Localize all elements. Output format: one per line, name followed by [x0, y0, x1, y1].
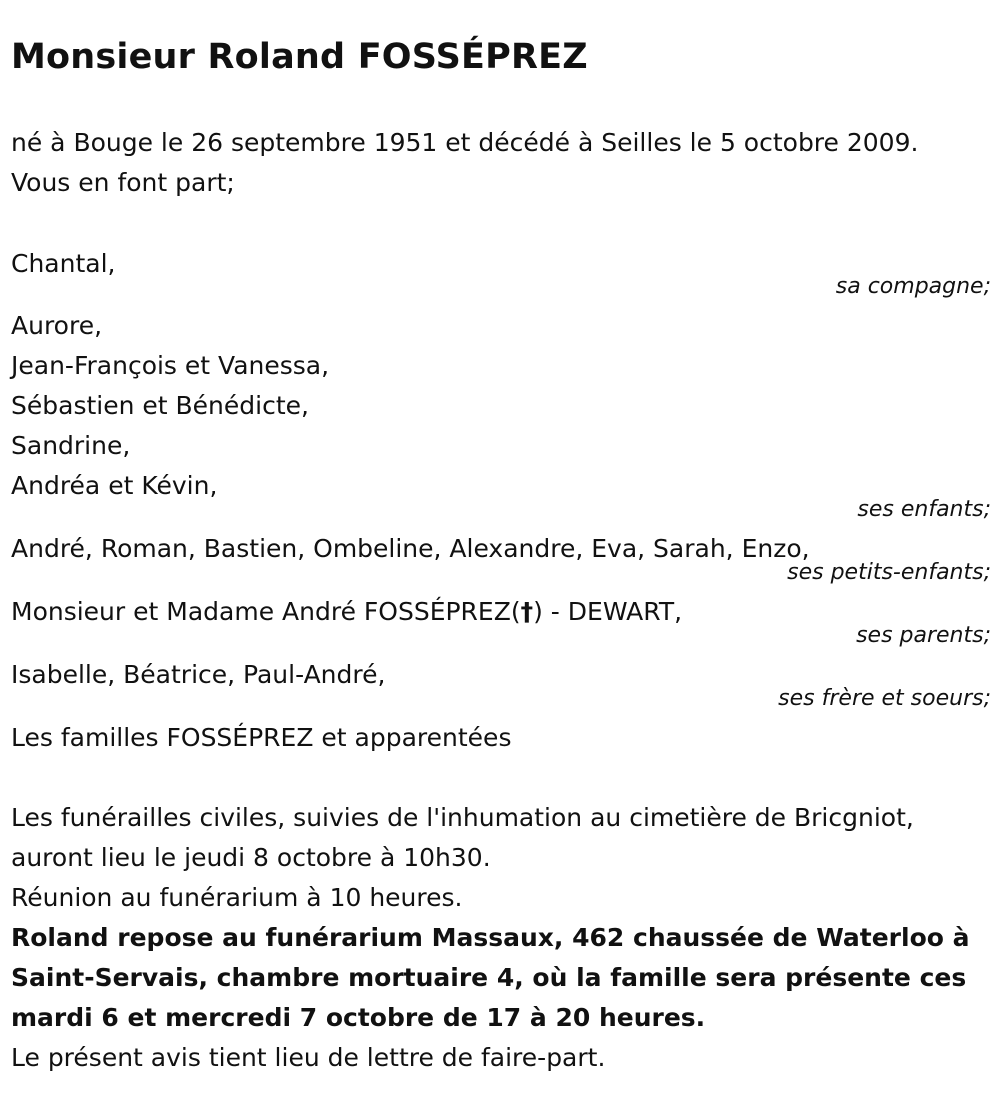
- grandchildren-relation: ses petits-enfants;: [787, 560, 991, 585]
- grandchildren-names: André, Roman, Bastien, Ombeline, Alexandre, Eva, Sarah, Enzo,: [11, 534, 810, 563]
- siblings-relation: ses frère et soeurs;: [778, 686, 991, 711]
- closing-line: Le présent avis tient lieu de lettre de faire-part.: [11, 1043, 606, 1072]
- families-line: Les familles FOSSÉPREZ et apparentées: [11, 723, 512, 752]
- repose-line: mardi 6 et mercredi 7 octobre de 17 à 20 heures.: [11, 1003, 706, 1032]
- announce-line: Vous en font part;: [11, 168, 235, 197]
- parents-line: [11, 596, 682, 628]
- page-title: Monsieur Roland FOSSÉPREZ: [11, 37, 588, 77]
- parents-name-part: ) - DEWART,: [533, 597, 683, 626]
- child-name: Jean-François et Vanessa,: [11, 351, 330, 380]
- funeral-line: Réunion au funérarium à 10 heures.: [11, 883, 463, 912]
- children-relation: ses enfants;: [857, 497, 991, 522]
- parents-name-part: Monsieur et Madame André FOSSÉPREZ(: [11, 597, 521, 626]
- repose-line: Roland repose au funérarium Massaux, 462 chaussée de Waterloo à: [11, 923, 970, 952]
- child-name: Sandrine,: [11, 431, 131, 460]
- repose-line: Saint-Servais, chambre mortuaire 4, où la famille sera présente ces: [11, 963, 967, 992]
- siblings-names: Isabelle, Béatrice, Paul-André,: [11, 660, 386, 689]
- child-name: Sébastien et Bénédicte,: [11, 391, 309, 420]
- partner-relation: sa compagne;: [835, 274, 991, 299]
- funeral-line: auront lieu le jeudi 8 octobre à 10h30.: [11, 843, 491, 872]
- birth-death-line: né à Bouge le 26 septembre 1951 et décédé à Seilles le 5 octobre 2009.: [11, 128, 919, 157]
- cross-icon: †: [520, 597, 534, 626]
- parents-relation: ses parents;: [856, 623, 991, 648]
- partner-name: Chantal,: [11, 249, 116, 278]
- child-name: Aurore,: [11, 311, 103, 340]
- funeral-line: Les funérailles civiles, suivies de l'inhumation au cimetière de Bricgniot,: [11, 803, 914, 832]
- child-name: Andréa et Kévin,: [11, 471, 218, 500]
